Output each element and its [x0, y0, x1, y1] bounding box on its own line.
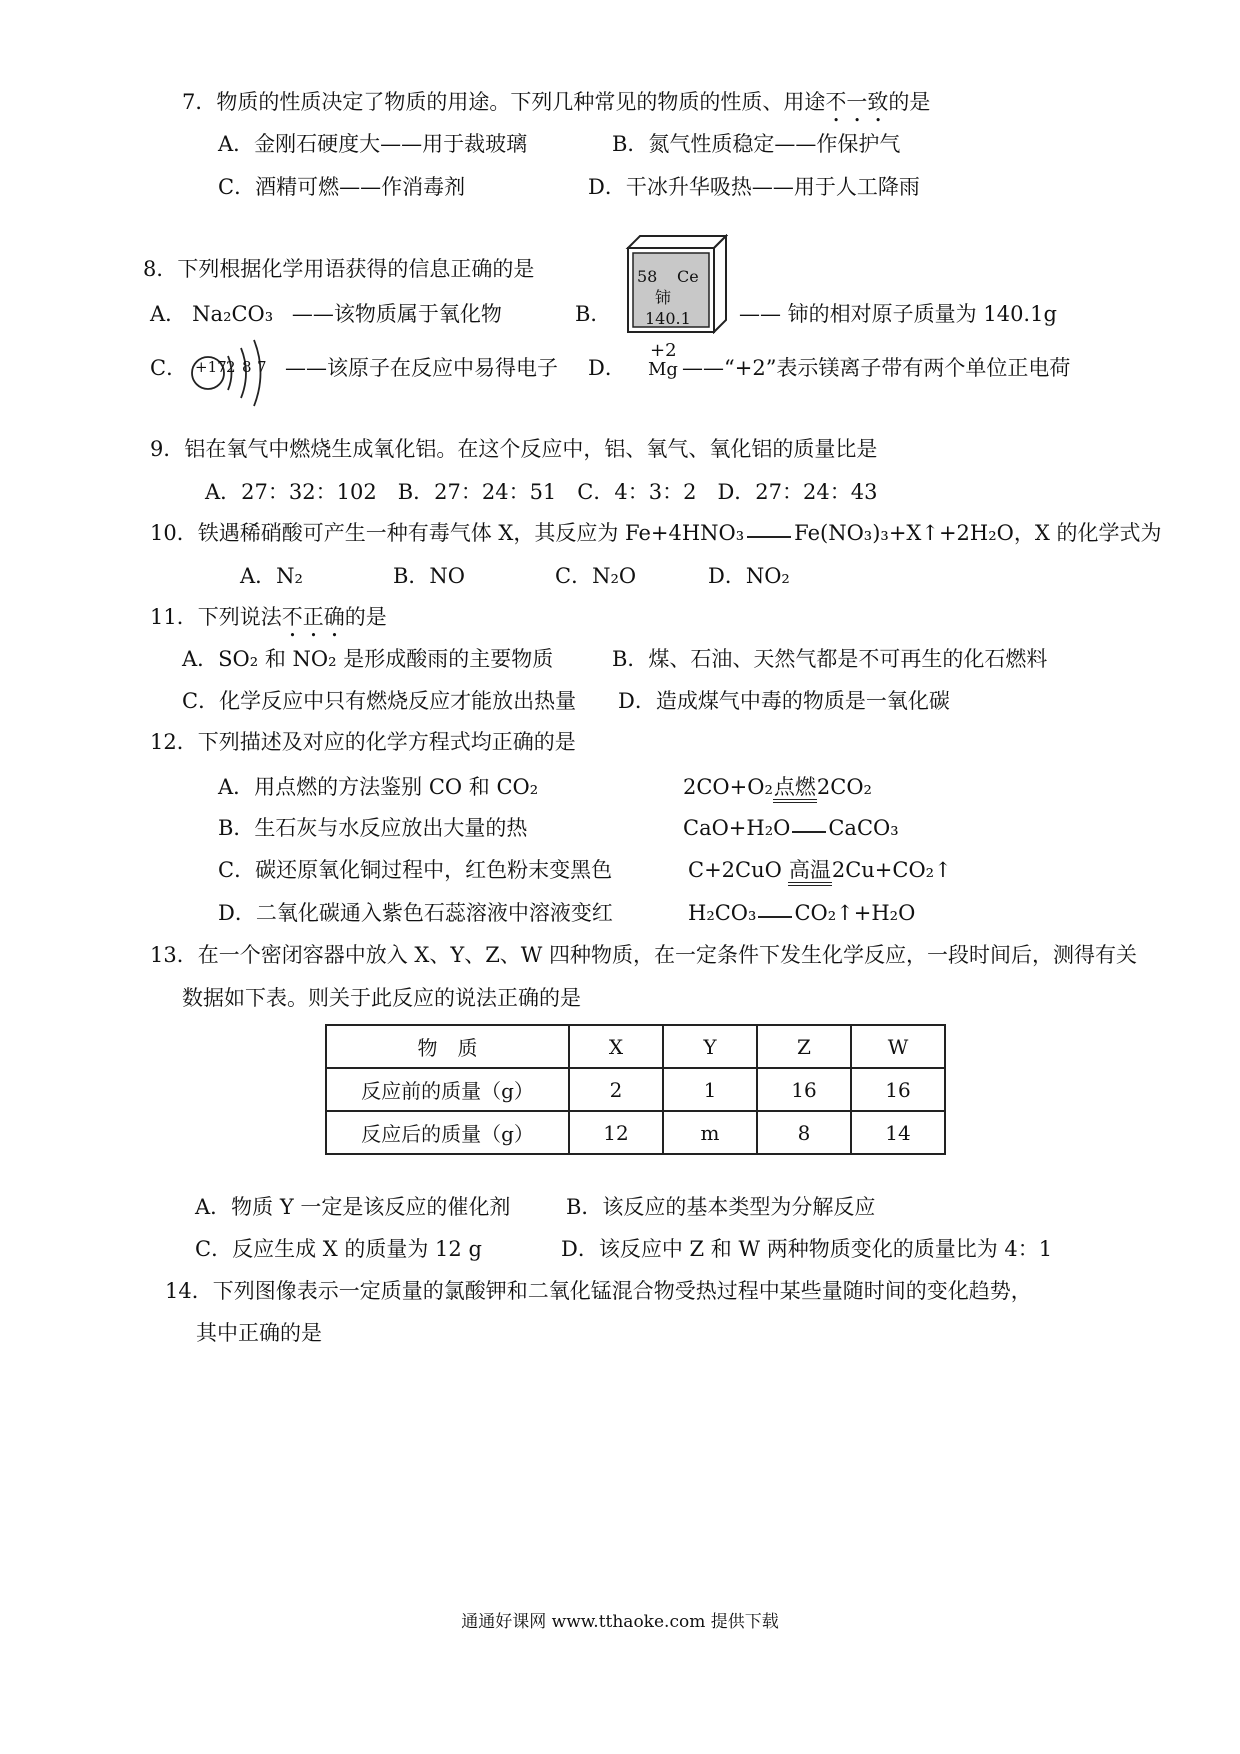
table-cell: 8	[757, 1111, 851, 1154]
eq-c-right: 2Cu+CO₂↑	[831, 858, 952, 882]
table-cell: m	[663, 1111, 757, 1154]
q12-equation-c	[688, 856, 952, 886]
eq-b-right: CaCO₃	[828, 816, 899, 840]
eq-c-condition: 高温	[788, 858, 832, 886]
q7-stem-end: 的是	[888, 90, 931, 114]
page-footer: 通通好课网 www.tthaoke.com 提供下载	[461, 1612, 779, 1632]
q13-option-b: B．该反应的基本类型为分解反应	[566, 1195, 876, 1219]
table-header-cell: W	[851, 1025, 945, 1068]
reaction-equals-line	[792, 831, 826, 833]
table-header-cell: X	[569, 1025, 663, 1068]
q8-b-label: B．	[575, 302, 612, 326]
atom-shell-2: 8	[242, 358, 252, 376]
q13-data-table	[325, 1024, 946, 1155]
q8-a-text: ——该物质属于氧化物	[291, 302, 502, 326]
q8-option-a	[150, 300, 502, 328]
q13-stem-line1: 13．在一个密闭容器中放入 X、Y、Z、W 四种物质，在一定条件下发生化学反应，一段时间后，测得有关	[150, 943, 1138, 967]
atom-nucleus: +17	[195, 358, 227, 376]
q12-option-d: D．二氧化碳通入紫色石蕊溶液中溶液变红	[218, 901, 613, 925]
q8-option-d-text: ——“+2”表示镁离子带有两个单位正电荷	[682, 356, 1071, 380]
table-row	[326, 1111, 945, 1154]
q12-equation-b	[683, 814, 899, 842]
q13-option-c: C．反应生成 X 的质量为 12 g	[195, 1237, 482, 1261]
eq-a-right: 2CO₂	[816, 775, 872, 799]
eq-c-left: C+2CuO	[688, 858, 782, 882]
q10-stem-right: Fe(NO₃)₃+X↑+2H₂O，X 的化学式为	[794, 521, 1162, 545]
element-mass: 140.1	[645, 309, 691, 328]
q7-option-a: A．金刚石硬度大——用于裁玻璃	[218, 132, 528, 156]
q9-options: A．27：32：102 B．27：24：51 C．4：3：2 D．27：24：43	[205, 480, 878, 504]
table-cell: 1	[663, 1068, 757, 1111]
atom-shell-1: 2	[226, 358, 236, 376]
table-cell: 16	[851, 1068, 945, 1111]
q14-stem-line1: 14．下列图像表示一定质量的氯酸钾和二氧化锰混合物受热过程中某些量随时间的变化趋势，	[165, 1279, 1032, 1303]
table-header-cell: Z	[757, 1025, 851, 1068]
q8-c-label: C．	[150, 356, 188, 380]
q8-stem: 8．下列根据化学用语获得的信息正确的是	[143, 257, 535, 281]
q10-option-d: D．NO₂	[708, 564, 790, 588]
q8-a-label: A．	[150, 302, 187, 326]
q11-stem	[150, 603, 387, 642]
q8-option-c-text: ——该原子在反应中易得电子	[285, 356, 558, 380]
q13-option-d: D．该反应中 Z 和 W 两种物质变化的质量比为 4：1	[561, 1237, 1053, 1261]
q13-option-a: A．物质 Y 一定是该反应的催化剂	[195, 1195, 511, 1219]
q11-stem-emphasis: 不正确	[281, 605, 345, 629]
table-cell: 16	[757, 1068, 851, 1111]
table-row	[326, 1068, 945, 1111]
table-cell: 反应后的质量（g）	[326, 1111, 569, 1154]
table-cell: 14	[851, 1111, 945, 1154]
table-header-cell: Y	[663, 1025, 757, 1068]
table-header-row	[326, 1025, 945, 1068]
q13-stem-line2: 数据如下表。则关于此反应的说法正确的是	[182, 986, 581, 1010]
q7-stem-emphasis: 不一致	[825, 90, 889, 114]
q8-option-b-text: —— 铈的相对原子质量为 140.1g	[739, 302, 1057, 326]
q12-equation-d	[688, 899, 915, 927]
q11-stem-text: 11．下列说法	[150, 605, 282, 629]
q8-d-charge: +2	[650, 340, 677, 361]
q8-d-symbol: Mg	[648, 359, 678, 380]
q11-option-c: C．化学反应中只有燃烧反应才能放出热量	[182, 689, 577, 713]
q7-option-d: D．干冰升华吸热——用于人工降雨	[588, 175, 920, 199]
q10-stem	[150, 519, 1162, 547]
q10-option-b: B．NO	[393, 564, 466, 588]
eq-b-left: CaO+H₂O	[683, 816, 791, 840]
q7-stem	[182, 88, 930, 127]
q10-option-a: A．N₂	[240, 564, 303, 588]
q7-option-b: B．氮气性质稳定——作保护气	[612, 132, 901, 156]
table-header-cell: 物 质	[326, 1025, 569, 1068]
q7-option-c: C．酒精可燃——作消毒剂	[218, 175, 466, 199]
q8-a-formula: Na₂CO₃	[192, 302, 274, 326]
q7-stem-text: 7．物质的性质决定了物质的用途。下列几种常见的物质的性质、用途	[182, 90, 826, 114]
q12-option-a: A．用点燃的方法鉴别 CO 和 CO₂	[218, 775, 539, 799]
q8-d-label: D．	[588, 356, 626, 380]
atom-shell-3: 7	[257, 358, 267, 376]
reaction-equals-line	[747, 536, 791, 538]
q12-stem: 12．下列描述及对应的化学方程式均正确的是	[150, 730, 576, 754]
element-number: 58	[637, 267, 658, 286]
q10-option-c: C．N₂O	[555, 564, 637, 588]
table-cell: 2	[569, 1068, 663, 1111]
q11-option-a: A．SO₂ 和 NO₂ 是形成酸雨的主要物质	[182, 647, 554, 671]
element-name: 铈	[655, 288, 672, 307]
table-cell: 反应前的质量（g）	[326, 1068, 569, 1111]
q14-stem-line2: 其中正确的是	[196, 1321, 322, 1345]
q12-option-b: B．生石灰与水反应放出大量的热	[218, 816, 528, 840]
q12-equation-a	[683, 773, 872, 803]
eq-a-left: 2CO+O₂	[683, 775, 773, 799]
q9-stem: 9．铝在氧气中燃烧生成氧化铝。在这个反应中，铝、氧气、氧化铝的质量比是	[150, 437, 878, 461]
eq-a-condition: 点燃	[773, 775, 817, 803]
q12-option-c: C．碳还原氧化铜过程中，红色粉末变黑色	[218, 858, 613, 882]
table-cell: 12	[569, 1111, 663, 1154]
eq-d-left: H₂CO₃	[688, 901, 757, 925]
element-symbol: Ce	[677, 267, 699, 286]
q11-option-d: D．造成煤气中毒的物质是一氧化碳	[618, 689, 950, 713]
q11-stem-end: 的是	[344, 605, 387, 629]
reaction-equals-line	[758, 916, 792, 918]
q10-stem-left: 10．铁遇稀硝酸可产生一种有毒气体 X，其反应为 Fe+4HNO₃	[150, 521, 745, 545]
eq-d-right: CO₂↑+H₂O	[794, 901, 916, 925]
q11-option-b: B．煤、石油、天然气都是不可再生的化石燃料	[612, 647, 1048, 671]
